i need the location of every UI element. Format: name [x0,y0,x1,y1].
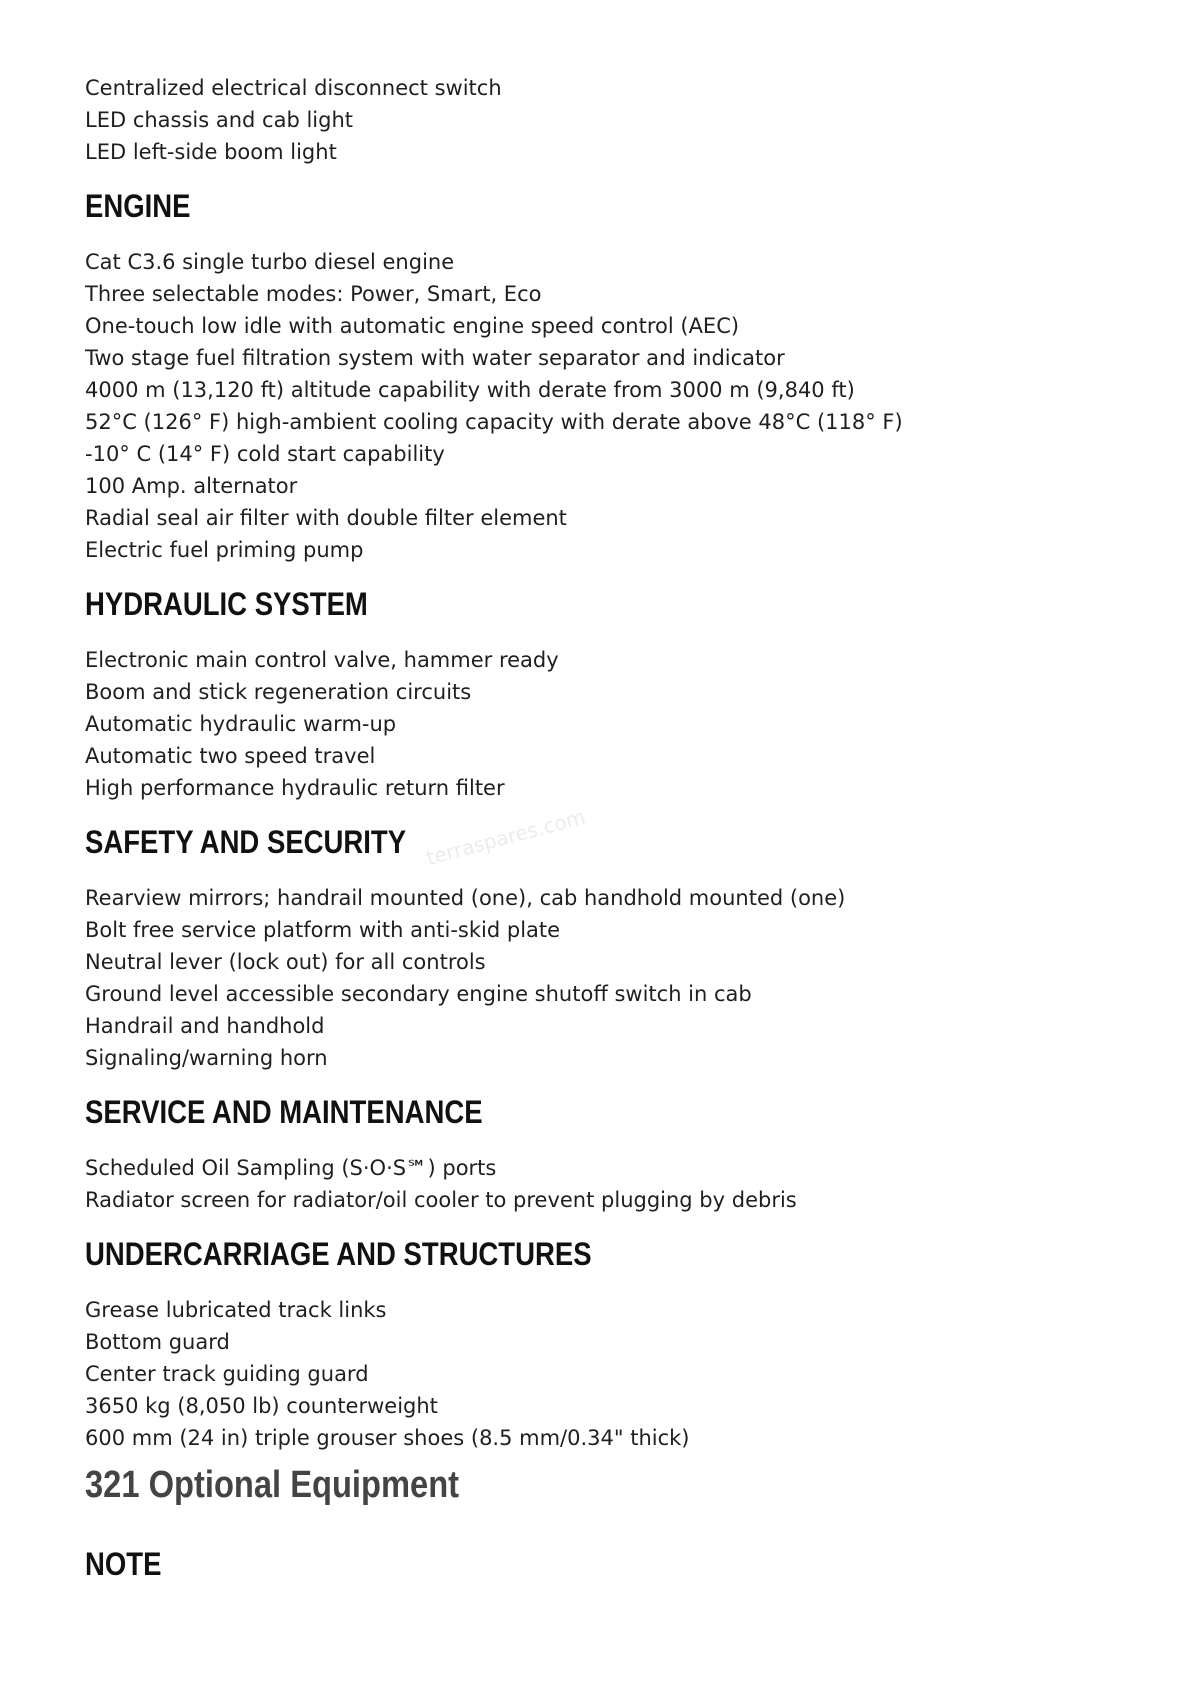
list-item: 600 mm (24 in) triple grouser shoes (8.5 mm/0.34" thick) [85,1426,690,1450]
optional-equipment-title: 321 Optional Equipment [85,1464,460,1506]
list-item: LED chassis and cab light [85,108,354,132]
document-page [85,72,1135,1604]
list-item: Electronic main control valve, hammer ready [85,648,559,672]
section-heading: HYDRAULIC SYSTEM [85,586,368,622]
section-engine [85,186,1135,566]
list-item: Boom and stick regeneration circuits [85,680,472,704]
list-item: Electric fuel priming pump [85,538,364,562]
list-item: Signaling/warning horn [85,1046,328,1070]
list-item: Grease lubricated track links [85,1298,387,1322]
watermark: terraspares.com [423,804,588,870]
list-item: Automatic two speed travel [85,744,376,768]
section-heading: ENGINE [85,188,191,224]
list-item: Handrail and handhold [85,1014,325,1038]
list-item: Radiator screen for radiator/oil cooler to prevent plugging by debris [85,1188,797,1212]
section-heading: UNDERCARRIAGE AND STRUCTURES [85,1236,592,1272]
section-safety-and-security [85,822,1135,1074]
list-item: Center track guiding guard [85,1362,369,1386]
list-item: Automatic hydraulic warm-up [85,712,397,736]
list-item: 52°C (126° F) high-ambient cooling capacity with derate above 48°C (118° F) [85,410,903,434]
list-item: LED left-side boom light [85,140,337,164]
list-item: Ground level accessible secondary engine shutoff switch in cab [85,982,752,1006]
intro-list [85,72,1135,168]
list-item: 4000 m (13,120 ft) altitude capability with derate from 3000 m (9,840 ft) [85,378,855,402]
section-undercarriage-and-structures [85,1234,1135,1454]
list-item: Scheduled Oil Sampling (S·O·S℠) ports [85,1156,497,1180]
list-item: One-touch low idle with automatic engine speed control (AEC) [85,314,740,338]
note-heading: NOTE [85,1546,162,1582]
section-hydraulic-system [85,584,1135,804]
list-item: Two stage fuel filtration system with water separator and indicator [85,346,785,370]
list-item: Bolt free service platform with anti-skid plate [85,918,561,942]
list-item: -10° C (14° F) cold start capability [85,442,445,466]
list-item: Cat C3.6 single turbo diesel engine [85,250,455,274]
list-item: Three selectable modes: Power, Smart, Eco [85,282,542,306]
list-item: Centralized electrical disconnect switch [85,76,502,100]
list-item: Rearview mirrors; handrail mounted (one), cab handhold mounted (one) [85,886,846,910]
list-item: Bottom guard [85,1330,230,1354]
section-service-and-maintenance [85,1092,1135,1216]
section-heading: SAFETY AND SECURITY [85,824,407,860]
list-item: 100 Amp. alternator [85,474,298,498]
list-item: 3650 kg (8,050 lb) counterweight [85,1394,438,1418]
list-item: Neutral lever (lock out) for all controls [85,950,486,974]
list-item: Radial seal air filter with double filter element [85,506,567,530]
list-item: High performance hydraulic return filter [85,776,505,800]
section-heading: SERVICE AND MAINTENANCE [85,1094,483,1130]
